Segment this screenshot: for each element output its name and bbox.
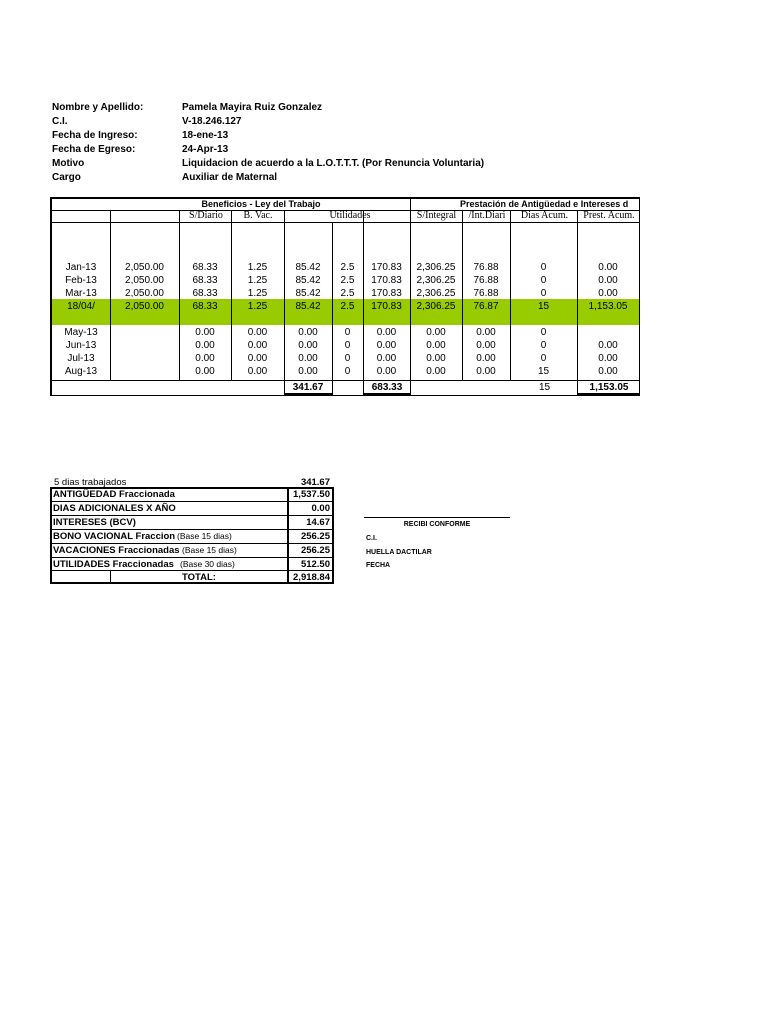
table-left-border — [50, 197, 52, 396]
cell-intdiario: 0.00 — [476, 340, 496, 351]
cell-util-acum: 170.83 — [371, 275, 402, 286]
info-value-ingreso: 18-ene-13 — [182, 130, 229, 141]
col-line-7 — [410, 197, 411, 396]
summary-first-value: 341.67 — [300, 477, 330, 488]
cell-util-acum: 170.83 — [371, 301, 402, 312]
summary-value: 256.25 — [300, 531, 330, 542]
cell-bvac: 1.25 — [247, 288, 268, 299]
cell-sintegral: 2,306.25 — [416, 288, 456, 299]
col-line-8 — [462, 210, 463, 380]
cell-bvac: 0.00 — [247, 327, 268, 338]
cell-utilidades: 85.42 — [295, 288, 321, 299]
col-line-4 — [284, 210, 285, 396]
cell-prest-acum: 1,153.05 — [588, 301, 628, 312]
cell-utilidades: 85.42 — [295, 301, 321, 312]
cell-month: Jul-13 — [67, 353, 95, 364]
summary-top-border — [51, 487, 333, 489]
cell-dias-acum: 0 — [540, 275, 547, 286]
cell-dias-acum: 0 — [540, 262, 547, 273]
cell-prest-acum: 0.00 — [598, 262, 618, 273]
col-header-sdiario: S/Diario — [189, 210, 223, 221]
header-divider-1 — [52, 210, 640, 211]
cell-utilidades: 85.42 — [295, 262, 321, 273]
cell-utilidades: 85.42 — [295, 275, 321, 286]
col-header-utilidades: Utilidades — [329, 210, 371, 221]
col-line-9 — [510, 210, 511, 380]
summary-line-1 — [51, 501, 333, 502]
cell-util-dias: 0 — [344, 353, 351, 364]
total-prest-acum: 1,153.05 — [589, 382, 629, 393]
info-value-ci: V-18.246.127 — [182, 116, 242, 127]
cell-sdiario: 68.33 — [192, 301, 218, 312]
info-label-motivo: Motivo — [52, 158, 85, 169]
cell-salario: 2,050.00 — [125, 262, 164, 273]
info-value-egreso: 24-Apr-13 — [182, 144, 229, 155]
table-bottom-border — [52, 395, 640, 396]
cell-sintegral: 0.00 — [426, 366, 446, 377]
summary-total-value: 2,918.84 — [293, 572, 330, 583]
cell-dias-acum: 0 — [540, 288, 547, 299]
cell-month: May-13 — [64, 327, 98, 338]
summary-right-border — [332, 487, 334, 584]
cell-util-dias: 2.5 — [340, 262, 355, 273]
summary-line-3 — [51, 529, 333, 530]
summary-label: UTILIDADES Fraccionadas — [53, 559, 174, 570]
cell-salario: 2,050.00 — [125, 275, 164, 286]
summary-value: 512.50 — [300, 559, 330, 570]
summary-bottom-border — [51, 582, 333, 584]
cell-month: Feb-13 — [65, 275, 97, 286]
summary-value: 1,537.50 — [293, 489, 330, 500]
cell-sintegral: 2,306.25 — [416, 301, 456, 312]
total-util2-underline — [364, 393, 410, 395]
cell-dias-acum: 0 — [540, 340, 547, 351]
col-line-5 — [332, 222, 333, 396]
col-header-intdiari: /Int.Diari — [468, 210, 506, 221]
header-divider-2 — [52, 222, 640, 223]
info-label-cargo: Cargo — [52, 172, 81, 183]
cell-intdiario: 76.88 — [473, 288, 499, 299]
cell-dias-acum: 15 — [537, 366, 550, 377]
summary-line-2 — [51, 515, 333, 516]
cell-utilidades: 0.00 — [298, 366, 318, 377]
info-value-motivo: Liquidacion de acuerdo a la L.O.T.T.T. (Por Renuncia Voluntaria) — [182, 158, 485, 169]
cell-utilidades: 0.00 — [298, 353, 318, 364]
info-label-ci: C.I. — [52, 116, 68, 127]
col-header-sintegral: S/Integral — [416, 210, 457, 221]
cell-sintegral: 2,306.25 — [416, 275, 456, 286]
summary-line-5 — [51, 557, 333, 558]
cell-sintegral: 2,306.25 — [416, 262, 456, 273]
col-line-2 — [179, 210, 180, 380]
summary-note: (Base 15 dias) — [177, 531, 232, 541]
cell-sdiario: 0.00 — [195, 353, 215, 364]
cell-prest-acum: 0.00 — [598, 288, 618, 299]
cell-month: 18/04/ — [67, 301, 95, 312]
fecha-label: FECHA — [366, 562, 391, 569]
col-line-10 — [577, 210, 578, 396]
huella-label: HUELLA DACTILAR — [366, 549, 432, 556]
signature-ci-label: C.I. — [366, 535, 377, 542]
cell-intdiario: 76.88 — [473, 275, 499, 286]
cell-prest-acum: 0.00 — [598, 340, 618, 351]
summary-note: (Base 30 dias) — [180, 559, 235, 569]
cell-sdiario: 68.33 — [192, 262, 218, 273]
cell-intdiario: 0.00 — [476, 353, 496, 364]
cell-bvac: 0.00 — [247, 340, 268, 351]
cell-util-dias: 2.5 — [340, 275, 355, 286]
cell-intdiario: 0.00 — [476, 327, 496, 338]
summary-first-label: 5 dias trabajados — [54, 477, 127, 488]
cell-util-acum: 170.83 — [371, 288, 402, 299]
summary-total-label: TOTAL: — [182, 572, 216, 583]
total-utilidades: 341.67 — [292, 382, 324, 393]
cell-month: Mar-13 — [65, 288, 97, 299]
cell-salario: 2,050.00 — [125, 301, 164, 312]
cell-intdiario: 76.87 — [473, 301, 499, 312]
cell-bvac: 1.25 — [247, 275, 268, 286]
info-value-name: Pamela Mayira Ruiz Gonzalez — [182, 102, 323, 113]
cell-util-dias: 0 — [344, 327, 351, 338]
cell-utilidades: 0.00 — [298, 340, 318, 351]
cell-util-acum: 0.00 — [376, 327, 397, 338]
cell-sdiario: 0.00 — [195, 327, 215, 338]
cell-sdiario: 68.33 — [192, 288, 218, 299]
cell-util-acum: 170.83 — [371, 262, 402, 273]
col-line-6 — [363, 210, 364, 396]
cell-util-dias: 0 — [344, 366, 351, 377]
total-util-underline — [284, 393, 332, 395]
cell-util-dias: 2.5 — [340, 301, 355, 312]
table-top-border — [51, 197, 640, 199]
cell-sdiario: 0.00 — [195, 340, 215, 351]
summary-line-4 — [51, 543, 333, 544]
group-header-prestacion: Prestación de Antigüedad e Intereses d — [460, 199, 629, 209]
cell-util-dias: 0 — [344, 340, 351, 351]
cell-prest-acum: 0.00 — [598, 366, 618, 377]
info-label-ingreso: Fecha de Ingreso: — [52, 130, 138, 141]
summary-label: DIAS ADICIONALES X AÑO — [53, 503, 176, 514]
group-header-beneficios: Beneficios - Ley del Trabajo — [201, 199, 321, 209]
total-prest-underline — [578, 393, 640, 395]
cell-bvac: 0.00 — [247, 366, 268, 377]
cell-bvac: 1.25 — [247, 262, 268, 273]
summary-value-divider — [287, 487, 289, 584]
cell-util-dias: 2.5 — [340, 288, 355, 299]
cell-util-acum: 0.00 — [376, 340, 397, 351]
cell-intdiario: 76.88 — [473, 262, 499, 273]
cell-prest-acum: 0.00 — [598, 275, 618, 286]
info-label-name: Nombre y Apellido: — [52, 102, 144, 113]
summary-value: 0.00 — [311, 503, 330, 514]
summary-label: INTERESES (BCV) — [53, 517, 136, 528]
cell-sdiario: 68.33 — [192, 275, 218, 286]
summary-total-divider — [110, 570, 111, 583]
cell-sintegral: 0.00 — [426, 353, 446, 364]
cell-bvac: 1.25 — [247, 301, 268, 312]
summary-label: BONO VACIONAL Fraccion — [53, 531, 176, 542]
summary-note: (Base 15 dias) — [182, 545, 237, 555]
table-right-border — [639, 197, 640, 396]
cell-salario: 2,050.00 — [125, 288, 164, 299]
col-header-prestacum: Prest. Acum. — [583, 210, 635, 221]
cell-dias-acum: 0 — [540, 353, 547, 364]
cell-util-acum: 0.00 — [376, 366, 397, 377]
cell-month: Jan-13 — [65, 262, 97, 273]
summary-label: ANTIGÜEDAD Fraccionada — [53, 489, 175, 500]
cell-prest-acum: 0.00 — [598, 353, 618, 364]
cell-bvac: 0.00 — [247, 353, 268, 364]
totals-divider — [52, 380, 640, 381]
total-dias-acum: 15 — [538, 382, 551, 393]
summary-label: VACACIONES Fraccionadas — [53, 545, 180, 556]
signature-line — [364, 517, 510, 518]
info-label-egreso: Fecha de Egreso: — [52, 144, 136, 155]
cell-month: Aug-13 — [64, 366, 98, 377]
col-line-3 — [231, 210, 232, 380]
summary-value: 256.25 — [300, 545, 330, 556]
cell-utilidades: 0.00 — [298, 327, 318, 338]
cell-dias-acum: 15 — [537, 301, 550, 312]
total-utilidades-acum: 683.33 — [371, 382, 403, 393]
recibi-conforme-label: RECIBI CONFORME — [403, 521, 471, 528]
col-header-bvac: B. Vac. — [243, 210, 273, 221]
cell-sintegral: 0.00 — [426, 327, 446, 338]
cell-sdiario: 0.00 — [195, 366, 215, 377]
cell-month: Jun-13 — [65, 340, 97, 351]
col-header-diasacum: Dias Acum. — [520, 210, 569, 221]
summary-value: 14.67 — [306, 517, 330, 528]
cell-sintegral: 0.00 — [426, 340, 446, 351]
cell-dias-acum: 0 — [540, 327, 547, 338]
summary-line-6 — [51, 570, 333, 571]
col-line-1 — [110, 210, 111, 380]
cell-util-acum: 0.00 — [376, 353, 397, 364]
cell-intdiario: 0.00 — [476, 366, 496, 377]
summary-left-border — [50, 487, 52, 584]
info-value-cargo: Auxiliar de Maternal — [182, 172, 278, 183]
